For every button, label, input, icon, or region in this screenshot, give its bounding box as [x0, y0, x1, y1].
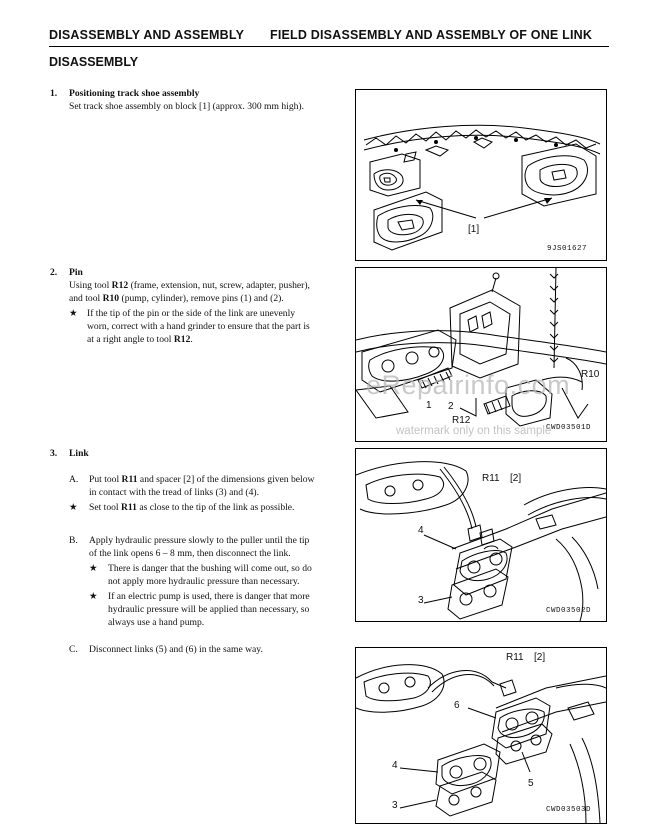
figure-4-callout-spacer: [2]: [534, 652, 546, 663]
figure-3-callout-spacer: [2]: [510, 473, 522, 484]
step-3-number: 3.: [50, 448, 58, 459]
step-3b-label: B.: [69, 535, 78, 546]
step-3b-note-2-line-3: always use a hand pump.: [108, 617, 205, 628]
step-3a-note: Set tool R11 as close to the tip of the link as possible.: [89, 502, 295, 513]
figure-2-callout-r10: R10: [581, 369, 600, 380]
disconnect-links-drawing: [356, 648, 606, 823]
step-3b-star-1: ★: [89, 563, 98, 574]
figure-2-callout-2: 2: [448, 401, 454, 412]
figure-3-callout-3: 3: [418, 595, 424, 606]
step-3a-line-1: Put tool R11 and spacer [2] of the dimensions given below: [89, 474, 315, 485]
pin-removal-drawing: [356, 268, 606, 441]
figure-2-code: CWD03501D: [546, 424, 592, 432]
step-3b-note-1-line-1: There is danger that the bushing will come out, so do: [108, 563, 312, 574]
figure-1-callout-block: [1]: [468, 224, 480, 235]
header-section-title: DISASSEMBLY AND ASSEMBLY: [49, 28, 245, 42]
step-2-number: 2.: [50, 267, 58, 278]
step-3a-star: ★: [69, 502, 78, 513]
step-3b-note-2-line-2: hydraulic pressure will be applied than necessary, so: [108, 604, 310, 615]
watermark-notice: watermark only on this sample: [396, 425, 552, 437]
figure-4-callout-4: 4: [392, 760, 398, 771]
figure-3-callout-r11: R11: [482, 473, 500, 484]
step-1-body: Set track shoe assembly on block [1] (approx. 300 mm high).: [69, 101, 305, 112]
figure-puller-set: [355, 448, 607, 622]
figure-4-callout-r11: R11: [506, 652, 524, 663]
section-subheading: DISASSEMBLY: [49, 55, 139, 69]
watermark-site: eRepairinfo.com: [366, 370, 571, 400]
step-3a-label: A.: [69, 474, 79, 485]
step-3b-note-2-line-1: If an electric pump is used, there is danger that more: [108, 591, 310, 602]
step-3b-line-2: of the link opens 6 – 8 mm, then disconnect the link.: [89, 548, 291, 559]
step-3b-note-1-line-2: not apply more hydraulic pressure than necessary.: [108, 576, 300, 587]
figure-4-code: CWD03503D: [546, 806, 592, 814]
figure-pin-removal: [355, 267, 607, 442]
step-2-note-line-3: at a right angle to tool R12.: [87, 334, 193, 345]
step-3c-text: Disconnect links (5) and (6) in the same way.: [89, 644, 263, 655]
figure-4-callout-6: 6: [454, 700, 460, 711]
step-2-line-2: and tool R10 (pump, cylinder), remove pins (1) and (2).: [69, 293, 284, 304]
figure-4-callout-3: 3: [392, 800, 398, 811]
figure-3-callout-4: 4: [418, 525, 424, 536]
step-3a-line-2: in contact with the tread of links (3) and (4).: [89, 487, 259, 498]
step-3b-star-2: ★: [89, 591, 98, 602]
step-2-note-line-1: If the tip of the pin or the side of the link are unevenly: [87, 308, 296, 319]
step-3-title: Link: [69, 448, 89, 459]
figure-track-on-blocks: [355, 89, 607, 261]
step-2-line-1: Using tool R12 (frame, extension, nut, screw, adapter, pusher),: [69, 280, 310, 291]
puller-set-drawing: [356, 449, 606, 621]
step-1-title: Positioning track shoe assembly: [69, 88, 200, 99]
step-1-number: 1.: [50, 88, 58, 99]
step-3c-label: C.: [69, 644, 78, 655]
figure-4-callout-5: 5: [528, 778, 534, 789]
step-2-note-star: ★: [69, 308, 78, 319]
step-3b-line-1: Apply hydraulic pressure slowly to the puller until the tip: [89, 535, 310, 546]
track-on-blocks-drawing: [356, 90, 606, 260]
figure-1-code: 9JS01627: [547, 245, 588, 253]
header-procedure-title: FIELD DISASSEMBLY AND ASSEMBLY OF ONE LINK: [270, 28, 593, 42]
step-2-title: Pin: [69, 267, 83, 278]
figure-disconnect-links: [355, 647, 607, 824]
step-2-note-line-2: worn, correct with a hand grinder to ensure that the part is: [87, 321, 310, 332]
figure-3-code: CWD03502D: [546, 607, 592, 615]
page-header: [49, 28, 609, 47]
figure-2-callout-1: 1: [426, 400, 432, 411]
figure-2-callout-r12: R12: [452, 415, 471, 426]
